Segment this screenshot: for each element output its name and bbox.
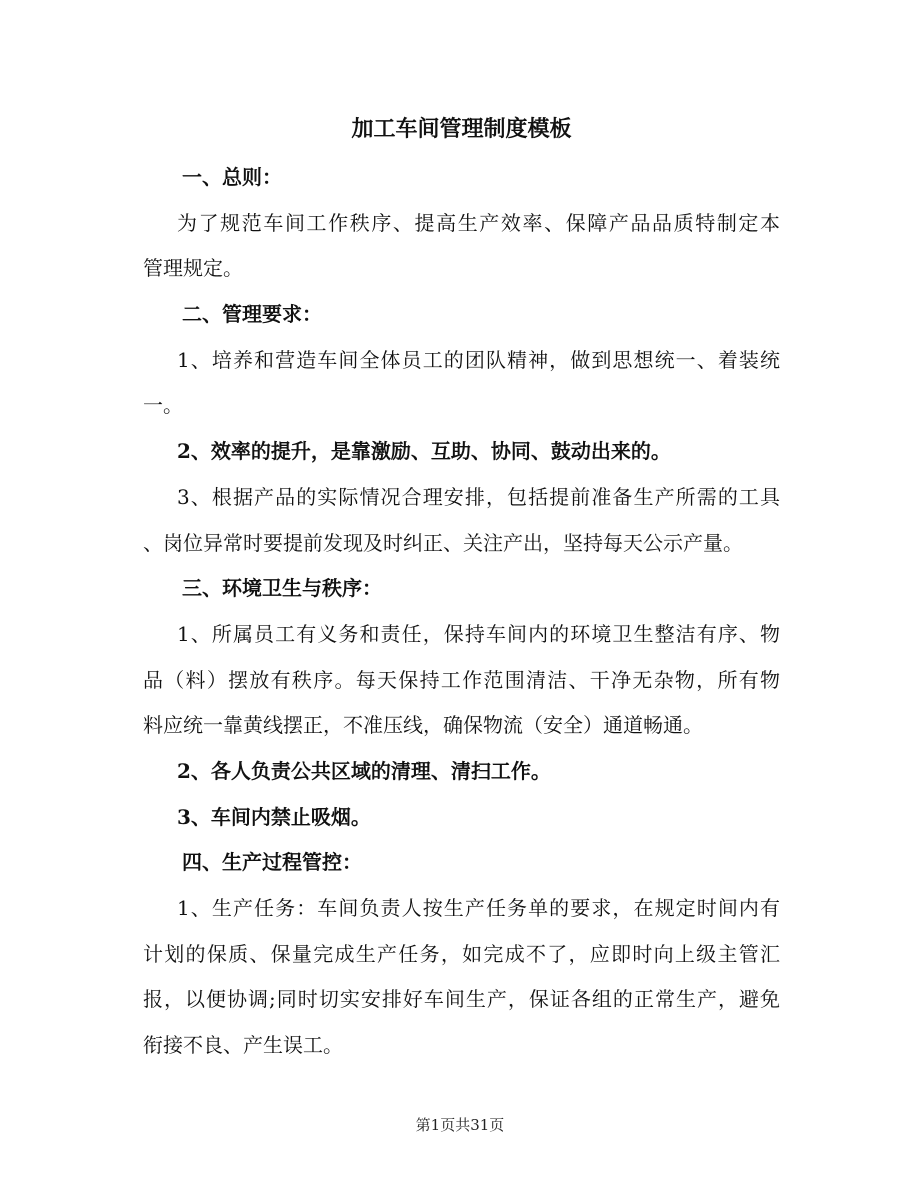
document-title: 加工车间管理制度模板: [351, 116, 572, 142]
document-page: [143, 106, 780, 1069]
page-footer: 第1页共31页: [415, 1116, 505, 1134]
section-heading: 三、环境卫生与秩序：: [182, 576, 382, 601]
paragraph-line: 3、根据产品的实际情况合理安排，包括提前准备生产所需的工具: [177, 484, 780, 509]
paragraph-line: 为了规范车间工作秩序、提高生产效率、保障产品品质特制定本: [177, 210, 780, 235]
document-body: [143, 155, 780, 1069]
paragraph-line: 一。: [143, 393, 183, 418]
section-heading: 二、管理要求：: [182, 302, 322, 327]
paragraph-line: 料应统一靠黄线摆正，不准压线，确保物流（安全）通道畅通。: [143, 713, 703, 738]
paragraph-line: 衔接不良、产生误工。: [143, 1033, 343, 1058]
paragraph-line: 计划的保质、保量完成生产任务，如完成不了，应即时向上级主管汇: [143, 941, 780, 966]
paragraph-line: 、岗位异常时要提前发现及时纠正、关注产出，坚持每天公示产量。: [143, 530, 743, 555]
paragraph-line: 1、所属员工有义务和责任，保持车间内的环境卫生整洁有序、物: [177, 621, 780, 646]
paragraph-line: 3、车间内禁止吸烟。: [177, 804, 371, 829]
paragraph-line: 2、各人负责公共区域的清理、清扫工作。: [177, 758, 551, 783]
section-heading: 四、生产过程管控：: [182, 850, 362, 875]
section-heading: 一、总则：: [182, 165, 282, 189]
paragraph-line: 品（料）摆放有秩序。每天保持工作范围清洁、干净无杂物，所有物: [143, 667, 780, 692]
paragraph-line: 报，以便协调;同时切实安排好车间生产，保证各组的正常生产，避免: [143, 987, 780, 1012]
paragraph-line: 1、生产任务：车间负责人按生产任务单的要求，在规定时间内有: [177, 896, 780, 920]
paragraph-line: 1、培养和营造车间全体员工的团队精神，做到思想统一、着装统: [177, 347, 780, 372]
paragraph-line: 2、效率的提升，是靠激励、互助、协同、鼓动出来的。: [177, 439, 671, 464]
paragraph-line: 管理规定。: [143, 256, 243, 281]
